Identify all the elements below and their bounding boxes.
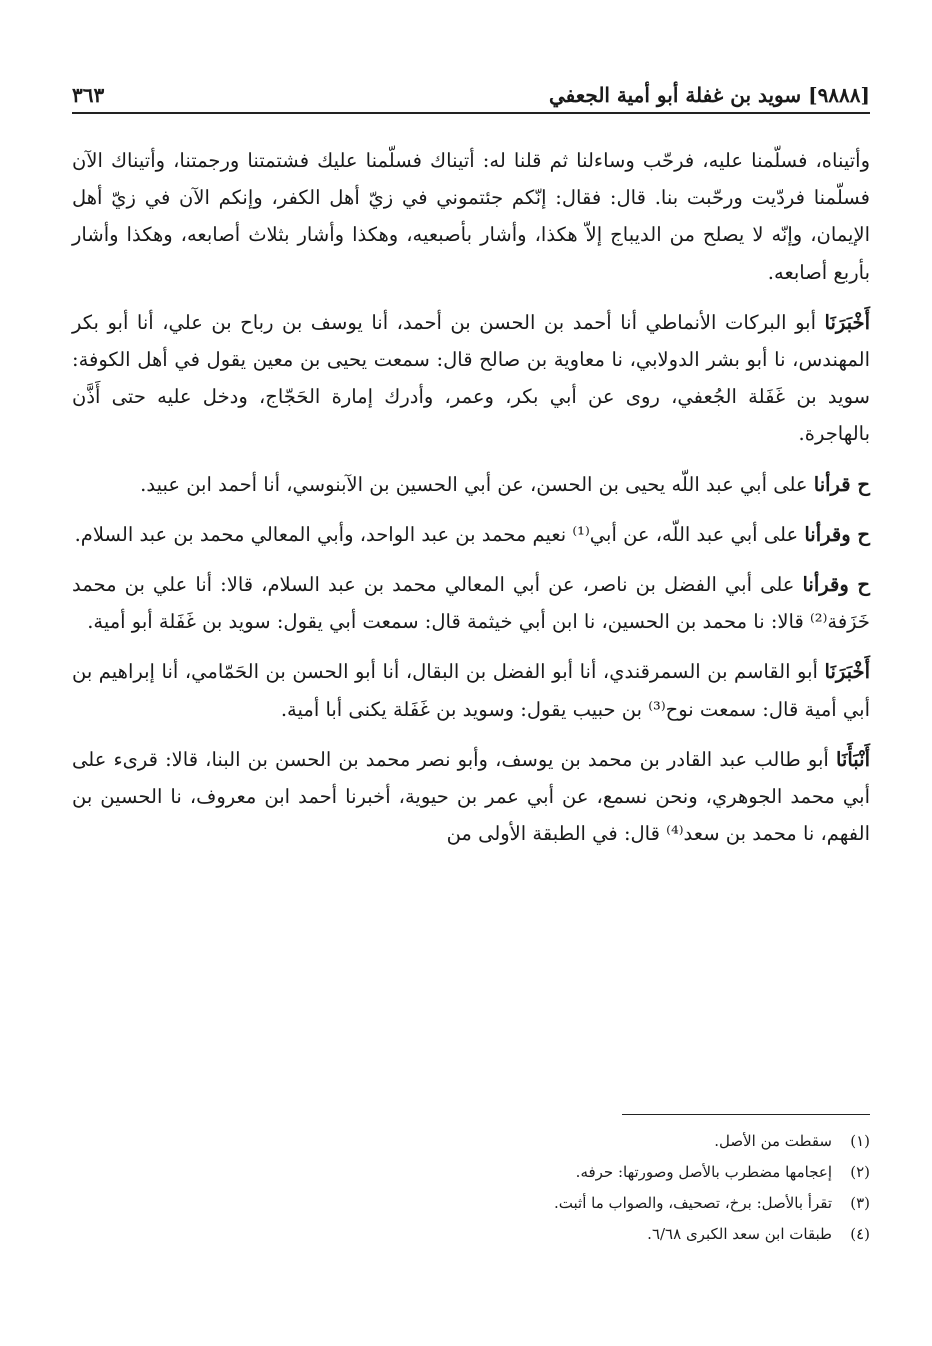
paragraph-text: على أبي عبد اللّه يحيى بن الحسن، عن أبي الحسين بن الآبنوسي، أنا أحمد ابن عبيد. xyxy=(140,472,808,496)
footnote-number: (٤) xyxy=(850,1225,870,1243)
isnad-keyword: ح وقرأنا xyxy=(802,573,870,597)
isnad-keyword: ح وقرأنا xyxy=(804,522,870,546)
paragraph-text: أبو البركات الأنماطي أنا أحمد بن الحسن بن أحمد، أنا يوسف بن رباح بن علي، أنا أبو بكر المهندس، نا أبو بشر الدولابي، نا معاوية بن صالح قال: سمعت يحيى بن معين يقول في أهل الكوفة: سويد بن غَفَلة الجُعفي، روى عن أبي بكر، وعمر، وأدرك إمارة الحَجّاج، ودخل عليه حتى أَذَّن بالهاجرة. xyxy=(72,310,870,446)
paragraph-text: وأتيناه، فسلّمنا عليه، فرحّب وساءلنا ثم قلنا له: أتيناك فسلّمنا عليك فشتمتنا ورجمتنا، وأتيناك الآن فسلّمنا فردّيت ورحّبت بنا. قال: فقال: إنّكم جئتموني في زيّ أهل الكفر، وإنكم الآن في زيّ أهل الإيمان، وإنّه لا يصلح من الديباج إلاّ هكذا، وأشار بأصبعيه، وهكذا وأشار بثلاث أصابعه، وهكذا وأشار بأربع أصابعه. xyxy=(72,149,870,284)
paragraph-text: أبو طالب عبد القادر بن محمد بن يوسف، وأبو نصر محمد بن الحسن بن البنا، قالا: قرىء على أبي محمد الجوهري، ونحن نسمع، عن أبي عمر بن حيوية، أخبرنا أحمد ابن معروف، نا الحسين بن الفهم، نا محمد بن سعد⁽⁴⁾ قال: في الطبقة الأولى من xyxy=(72,747,870,846)
footnote-text: إعجامها مضطرب بالأصل وصورتها: حرفه. xyxy=(575,1163,832,1181)
isnad-keyword: أَنْبَأَنَا xyxy=(835,747,870,771)
footnote-text: تقرأ بالأصل: برخ، تصحيف، والصواب ما أثبت. xyxy=(554,1194,832,1212)
isnad-keyword: ح قرأنا xyxy=(813,472,870,496)
footnote-divider xyxy=(622,1114,870,1115)
main-text xyxy=(72,142,870,865)
isnad-keyword: أَخْبَرَنَا xyxy=(824,660,871,684)
paragraph xyxy=(72,304,870,453)
paragraph-text: على أبي عبد اللّه، عن أبي⁽¹⁾ نعيم محمد بن عبد الواحد، وأبي المعالي محمد بن عبد السلام. xyxy=(74,522,799,546)
paragraph-text: على أبي الفضل بن ناصر، عن أبي المعالي محمد بن عبد السلام، قالا: أنا علي بن محمد خَزَفة⁽²⁾ قالا: نا محمد بن الحسين، نا ابن أبي خيثمة قال: سمعت أبي يقول: سويد بن غَفَلة أبو أمية. xyxy=(72,573,870,634)
footnote-number: (٣) xyxy=(850,1194,870,1212)
footnote xyxy=(72,1157,870,1188)
paragraph xyxy=(72,741,870,853)
paragraph-text: أبو القاسم بن السمرقندي، أنا أبو الفضل بن البقال، أنا أبو الحسن بن الحَمّامي، أنا إبراهيم بن أبي أمية قال: سمعت نوح⁽³⁾ بن حبيب يقول: وسويد بن غَفَلة يكنى أبا أمية. xyxy=(72,660,870,721)
page-header xyxy=(72,78,870,114)
footnote xyxy=(72,1188,870,1219)
page-number: ٣٦٣ xyxy=(72,83,105,107)
footnotes xyxy=(72,1126,870,1250)
paragraph xyxy=(72,466,870,503)
paragraph xyxy=(72,142,870,291)
footnote xyxy=(72,1126,870,1157)
isnad-keyword: أَخْبَرَنَا xyxy=(824,310,870,334)
paragraph xyxy=(72,566,870,640)
paragraph xyxy=(72,516,870,553)
footnote xyxy=(72,1219,870,1250)
footnote-number: (٢) xyxy=(850,1163,870,1181)
running-title: [٩٨٨٨] سويد بن غفلة أبو أمية الجعفي xyxy=(548,83,870,107)
footnote-number: (١) xyxy=(850,1132,870,1150)
paragraph xyxy=(72,653,870,727)
footnote-text: سقطت من الأصل. xyxy=(714,1132,832,1150)
footnote-text: طبقات ابن سعد الكبرى ٦/٦٨. xyxy=(647,1225,832,1243)
